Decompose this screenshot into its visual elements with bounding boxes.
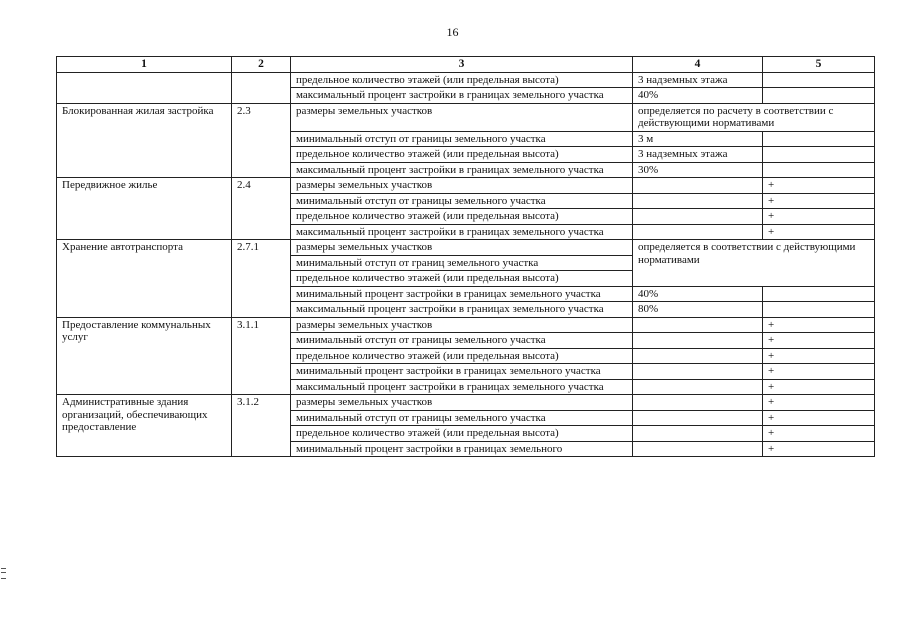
- table-row: [57, 103, 875, 131]
- value-cell: [633, 317, 763, 333]
- use-type-cell: Блокированная жилая застройка: [57, 103, 232, 178]
- value-cell: [633, 441, 763, 457]
- value-cell: [633, 379, 763, 395]
- table-row: [57, 240, 875, 256]
- value-cell: 3 надземных этажа: [633, 147, 763, 163]
- mark-cell: +: [763, 364, 875, 380]
- parameter-cell: предельное количество этажей (или предельная высота): [291, 209, 633, 225]
- mark-cell: +: [763, 333, 875, 349]
- mark-cell: +: [763, 410, 875, 426]
- binding-edge-mark: [1, 568, 6, 579]
- value-cell: [633, 364, 763, 380]
- code-cell: 2.4: [232, 178, 291, 240]
- table-row: [57, 178, 875, 194]
- parameter-cell: предельное количество этажей (или предельная высота): [291, 426, 633, 442]
- parameter-cell: размеры земельных участков: [291, 240, 633, 256]
- mark-cell: +: [763, 224, 875, 240]
- parameter-cell: минимальный отступ от границы земельного участка: [291, 131, 633, 147]
- use-type-cell: [57, 72, 232, 103]
- value-cell: 40%: [633, 286, 763, 302]
- parameter-cell: размеры земельных участков: [291, 395, 633, 411]
- use-type-cell: Предоставление коммунальных услуг: [57, 317, 232, 395]
- parameter-cell: предельное количество этажей (или предельная высота): [291, 271, 633, 287]
- value-cell: определяется по расчету в соответствии с действующими нормативами: [633, 103, 875, 131]
- parameter-cell: размеры земельных участков: [291, 178, 633, 194]
- parameter-cell: минимальный отступ от границ земельного участка: [291, 255, 633, 271]
- mark-cell: +: [763, 441, 875, 457]
- value-cell: [633, 333, 763, 349]
- parameter-cell: максимальный процент застройки в границах земельного участка: [291, 88, 633, 104]
- code-cell: [232, 72, 291, 103]
- table-row: [57, 72, 875, 88]
- page-number: 16: [446, 25, 459, 39]
- mark-cell: [763, 72, 875, 88]
- value-cell: [633, 426, 763, 442]
- mark-cell: [763, 88, 875, 104]
- mark-cell: +: [763, 209, 875, 225]
- mark-cell: [763, 302, 875, 318]
- parameter-cell: минимальный отступ от границы земельного участка: [291, 333, 633, 349]
- mark-cell: [763, 286, 875, 302]
- column-header: 1: [57, 57, 232, 73]
- use-type-cell: Хранение автотранспорта: [57, 240, 232, 318]
- use-type-cell: Передвижное жилье: [57, 178, 232, 240]
- code-cell: 3.1.1: [232, 317, 291, 395]
- parameter-cell: минимальный процент застройки в границах земельного участка: [291, 286, 633, 302]
- parameter-cell: максимальный процент застройки в границах земельного участка: [291, 302, 633, 318]
- use-type-cell: Административные здания организаций, обеспечивающих предоставление: [57, 395, 232, 457]
- parameter-cell: минимальный отступ от границы земельного участка: [291, 193, 633, 209]
- parameter-cell: предельное количество этажей (или предельная высота): [291, 147, 633, 163]
- parameter-cell: размеры земельных участков: [291, 103, 633, 131]
- value-cell: 80%: [633, 302, 763, 318]
- column-header: 2: [232, 57, 291, 73]
- value-cell: [633, 178, 763, 194]
- table-row: [57, 395, 875, 411]
- parameter-cell: минимальный отступ от границы земельного участка: [291, 410, 633, 426]
- value-cell: 30%: [633, 162, 763, 178]
- value-cell: [633, 410, 763, 426]
- parameter-cell: предельное количество этажей (или предельная высота): [291, 72, 633, 88]
- value-cell: [633, 209, 763, 225]
- code-cell: 2.7.1: [232, 240, 291, 318]
- column-header: 5: [763, 57, 875, 73]
- parameter-cell: максимальный процент застройки в границах земельного участка: [291, 379, 633, 395]
- mark-cell: +: [763, 193, 875, 209]
- mark-cell: +: [763, 348, 875, 364]
- parameter-cell: максимальный процент застройки в границах земельного участка: [291, 162, 633, 178]
- table-header-row: [57, 57, 875, 73]
- mark-cell: +: [763, 426, 875, 442]
- mark-cell: +: [763, 395, 875, 411]
- column-header: 4: [633, 57, 763, 73]
- mark-cell: +: [763, 379, 875, 395]
- parameter-cell: максимальный процент застройки в границах земельного участка: [291, 224, 633, 240]
- value-cell: определяется в соответствии с действующими нормативами: [633, 240, 875, 287]
- column-header: 3: [291, 57, 633, 73]
- table-row: [57, 317, 875, 333]
- parameter-cell: размеры земельных участков: [291, 317, 633, 333]
- value-cell: 40%: [633, 88, 763, 104]
- value-cell: [633, 193, 763, 209]
- mark-cell: [763, 131, 875, 147]
- zoning-parameters-table: [56, 56, 875, 457]
- mark-cell: [763, 162, 875, 178]
- parameter-cell: предельное количество этажей (или предельная высота): [291, 348, 633, 364]
- value-cell: [633, 395, 763, 411]
- value-cell: [633, 348, 763, 364]
- parameter-cell: минимальный процент застройки в границах земельного: [291, 441, 633, 457]
- value-cell: 3 м: [633, 131, 763, 147]
- mark-cell: +: [763, 317, 875, 333]
- code-cell: 2.3: [232, 103, 291, 178]
- parameter-cell: минимальный процент застройки в границах земельного участка: [291, 364, 633, 380]
- value-cell: [633, 224, 763, 240]
- mark-cell: [763, 147, 875, 163]
- mark-cell: +: [763, 178, 875, 194]
- value-cell: 3 надземных этажа: [633, 72, 763, 88]
- code-cell: 3.1.2: [232, 395, 291, 457]
